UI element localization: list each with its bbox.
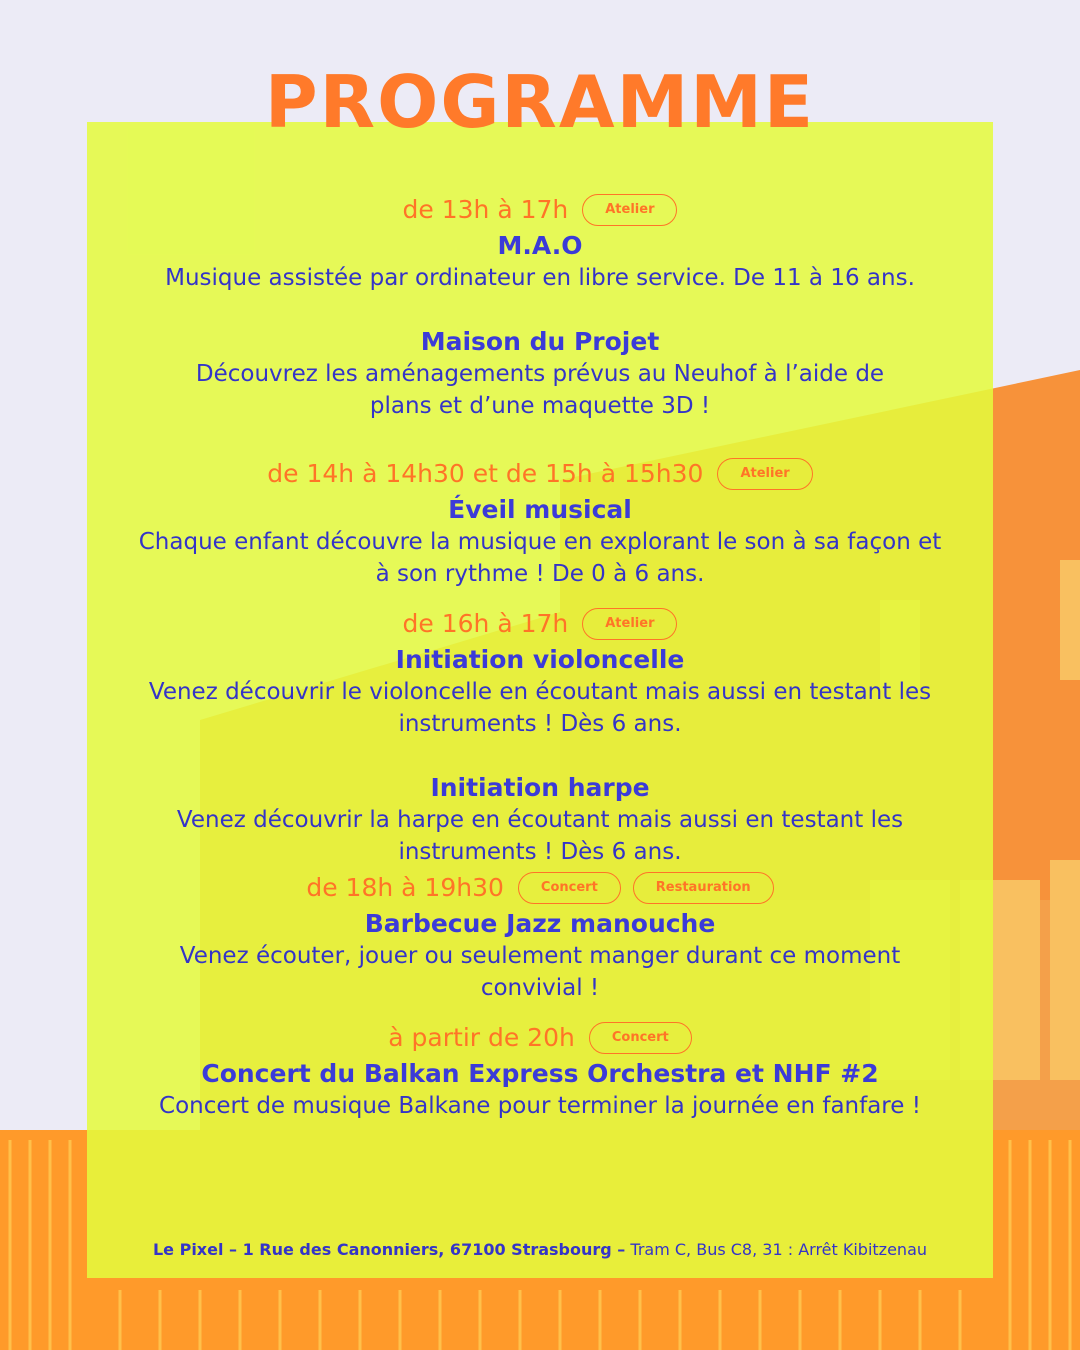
tag-badge: Concert — [518, 872, 621, 904]
program-list — [87, 190, 993, 1122]
event-description: Musique assistée par ordinateur en libre service. De 11 à 16 ans. — [165, 265, 915, 291]
tag-badge: Atelier — [717, 458, 812, 490]
time-slot: de 13h à 17h — [402, 195, 569, 224]
tag-badge: Restauration — [633, 872, 774, 904]
event-description: Venez découvrir le violoncelle en écoutant mais aussi en testant les instruments ! Dès 6 ans. — [148, 679, 932, 737]
time-row — [87, 604, 993, 644]
time-row — [87, 1018, 993, 1058]
transport-info: Tram C, Bus C8, 31 : Arrêt Kibitzenau — [630, 1240, 928, 1259]
time-slot: de 16h à 17h — [402, 609, 569, 638]
footer-address — [87, 1240, 993, 1259]
tag-badge: Concert — [589, 1022, 692, 1054]
event-title: Barbecue Jazz manouche — [364, 909, 716, 938]
time-slot: à partir de 20h — [388, 1023, 575, 1052]
event-description: Venez découvrir la harpe en écoutant mais aussi en testant les instruments ! Dès 6 ans. — [176, 807, 904, 865]
tag-badge: Atelier — [582, 608, 677, 640]
time-row — [87, 190, 993, 230]
venue-address: Le Pixel – 1 Rue des Canonniers, 67100 Strasbourg – — [152, 1240, 626, 1259]
event-description: Venez écouter, jouer ou seulement manger durant ce moment convivial ! — [179, 943, 901, 1001]
time-row — [87, 868, 993, 908]
event-title: M.A.O — [497, 231, 583, 260]
event-title: Initiation harpe — [430, 773, 650, 802]
event-title: Maison du Projet — [420, 327, 660, 356]
tag-badge: Atelier — [582, 194, 677, 226]
event-title: Concert du Balkan Express Orchestra et NHF #2 — [201, 1059, 879, 1088]
time-row — [87, 454, 993, 494]
event-description: Découvrez les aménagements prévus au Neuhof à l’aide de plans et d’une maquette 3D ! — [195, 361, 885, 419]
page-title: PROGRAMME — [264, 60, 816, 144]
event-description: Chaque enfant découvre la musique en explorant le son à sa façon et à son rythme ! De 0 à 6 ans. — [138, 529, 942, 587]
time-slot: de 14h à 14h30 et de 15h à 15h30 — [267, 459, 704, 488]
event-description: Concert de musique Balkane pour terminer la journée en fanfare ! — [159, 1093, 921, 1119]
event-title: Éveil musical — [448, 495, 632, 524]
event-title: Initiation violoncelle — [395, 645, 685, 674]
time-slot: de 18h à 19h30 — [306, 873, 504, 902]
